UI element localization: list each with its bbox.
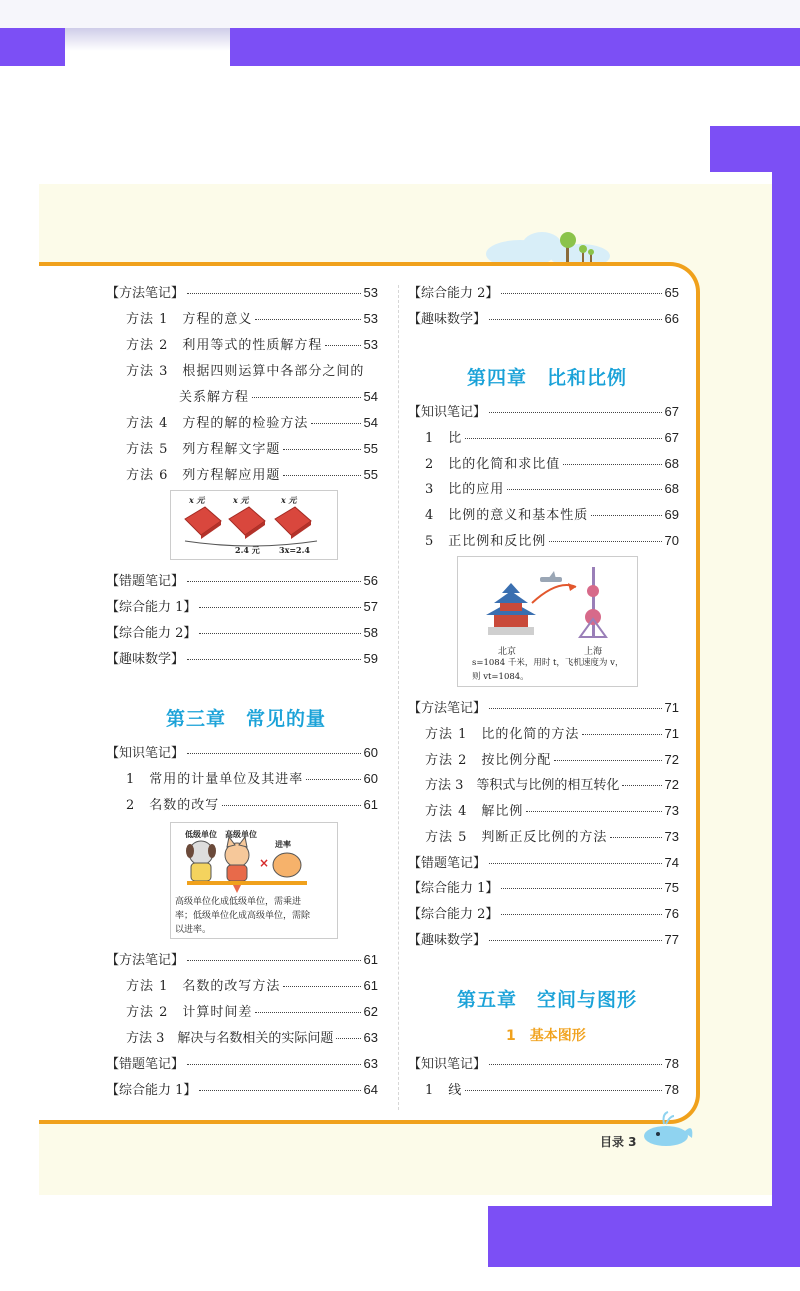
toc-entry[interactable]: 【错题笔记】 56 xyxy=(106,573,378,589)
toc-entry[interactable]: 【错题笔记】 74 xyxy=(408,855,679,871)
toc-entry[interactable]: 1 线 78 xyxy=(425,1082,679,1098)
toc-entry[interactable]: 4 比例的意义和基本性质 69 xyxy=(425,507,679,523)
price-label: x 元 xyxy=(233,495,249,505)
toc-entry[interactable]: 方法 1 比的化简的方法 71 xyxy=(425,726,679,742)
toc-entry[interactable]: 方法 4 解比例 73 xyxy=(425,803,679,819)
toc-entry[interactable]: 方法 3 等积式与比例的相互转化 72 xyxy=(425,777,679,793)
toc-entry[interactable]: 方法 5 列方程解文字题 55 xyxy=(126,441,378,457)
whale-icon xyxy=(640,1108,696,1148)
toc-entry[interactable]: 【趣味数学】 59 xyxy=(106,651,378,667)
page-number: 目录 3 xyxy=(600,1135,637,1149)
toc-entry[interactable]: 3 比的应用 68 xyxy=(425,481,679,497)
units-caption: 高级单位化成低级单位，需乘进 率；低级单位化成高级单位，需除 以进率。 xyxy=(175,897,311,935)
top-strip xyxy=(0,0,800,28)
svg-text:×: × xyxy=(259,856,270,870)
total-label: 2.4 元 xyxy=(235,545,260,555)
units-illustration xyxy=(170,822,338,939)
chapter-title[interactable]: 第四章 比和比例 xyxy=(467,367,628,389)
high-unit-label: 高级单位 xyxy=(225,829,257,839)
column-divider xyxy=(398,285,399,1110)
cloud-tree-decoration xyxy=(480,218,620,268)
city-label: 上海 xyxy=(584,647,603,657)
toc-entry[interactable]: 方法 4 方程的解的检验方法 54 xyxy=(126,415,378,431)
toc-entry[interactable]: 方法 6 列方程解应用题 55 xyxy=(126,467,378,483)
chapter-title[interactable]: 第三章 常见的量 xyxy=(166,708,327,730)
toc-entry-line: 方法 3 根据四则运算中各部分之间的 xyxy=(126,364,365,379)
toc-entry[interactable]: 【综合能力 1】 75 xyxy=(408,880,679,896)
toc-entry[interactable]: 【知识笔记】 67 xyxy=(408,404,679,420)
rate-label: 进率 xyxy=(275,839,291,849)
toc-entry[interactable]: 【错题笔记】 63 xyxy=(106,1056,378,1072)
toc-entry[interactable]: 方法 3 解决与名数相关的实际问题 63 xyxy=(126,1030,378,1046)
bottom-corner-block xyxy=(488,1206,800,1267)
price-label: x 元 xyxy=(189,495,205,505)
travel-caption: s=1084 千米，用时 t，飞机速度为 v， 则 vt=1084。 xyxy=(472,658,624,682)
toc-entry[interactable]: 关系解方程 54 xyxy=(179,389,378,405)
city-label: 北京 xyxy=(498,647,517,657)
toc-entry[interactable]: 【知识笔记】 60 xyxy=(106,745,378,761)
toc-entry[interactable]: 方法 2 按比例分配 72 xyxy=(425,752,679,768)
toc-entry[interactable]: 【方法笔记】 53 xyxy=(106,285,378,301)
top-band-tab xyxy=(65,28,230,66)
toc-entry[interactable]: 【综合能力 2】 58 xyxy=(106,625,378,641)
toc-entry[interactable]: 【综合能力 1】 64 xyxy=(106,1082,378,1098)
toc-entry[interactable]: 【知识笔记】 78 xyxy=(408,1056,679,1072)
toc-entry[interactable]: 【综合能力 2】 65 xyxy=(408,285,679,301)
price-label: x 元 xyxy=(281,495,297,505)
toc-entry[interactable]: 2 比的化简和求比值 68 xyxy=(425,456,679,472)
toc-entry[interactable]: 【方法笔记】 71 xyxy=(408,700,679,716)
chapter-title[interactable]: 第五章 空间与图形 xyxy=(457,989,638,1011)
toc-entry[interactable]: 方法 1 方程的意义 53 xyxy=(126,311,378,327)
toc-entry[interactable]: 方法 5 判断正反比例的方法 73 xyxy=(425,829,679,845)
toc-entry[interactable]: 方法 2 计算时间差 62 xyxy=(126,1004,378,1020)
toc-entry[interactable]: 方法 1 名数的改写方法 61 xyxy=(126,978,378,994)
low-unit-label: 低级单位 xyxy=(185,829,217,839)
right-side-bar xyxy=(772,126,800,1206)
toc-entry[interactable]: 5 正比例和反比例 70 xyxy=(425,533,679,549)
toc-entry[interactable]: 2 名数的改写 61 xyxy=(126,797,378,813)
toc-entry[interactable]: 方法 2 利用等式的性质解方程 53 xyxy=(126,337,378,353)
toc-entry[interactable]: 1 比 67 xyxy=(425,430,679,446)
books-illustration xyxy=(170,490,338,560)
toc-entry[interactable]: 【趣味数学】 77 xyxy=(408,932,679,948)
toc-entry[interactable]: 1 常用的计量单位及其进率 60 xyxy=(126,771,378,787)
section-title[interactable]: 1 基本图形 xyxy=(506,1028,586,1044)
toc-entry[interactable]: 【综合能力 2】 76 xyxy=(408,906,679,922)
equation-label: 3x=2.4 xyxy=(279,545,310,555)
travel-illustration xyxy=(457,556,638,687)
toc-entry[interactable]: 【趣味数学】 66 xyxy=(408,311,679,327)
toc-entry[interactable]: 【方法笔记】 61 xyxy=(106,952,378,968)
toc-entry[interactable]: 【综合能力 1】 57 xyxy=(106,599,378,615)
